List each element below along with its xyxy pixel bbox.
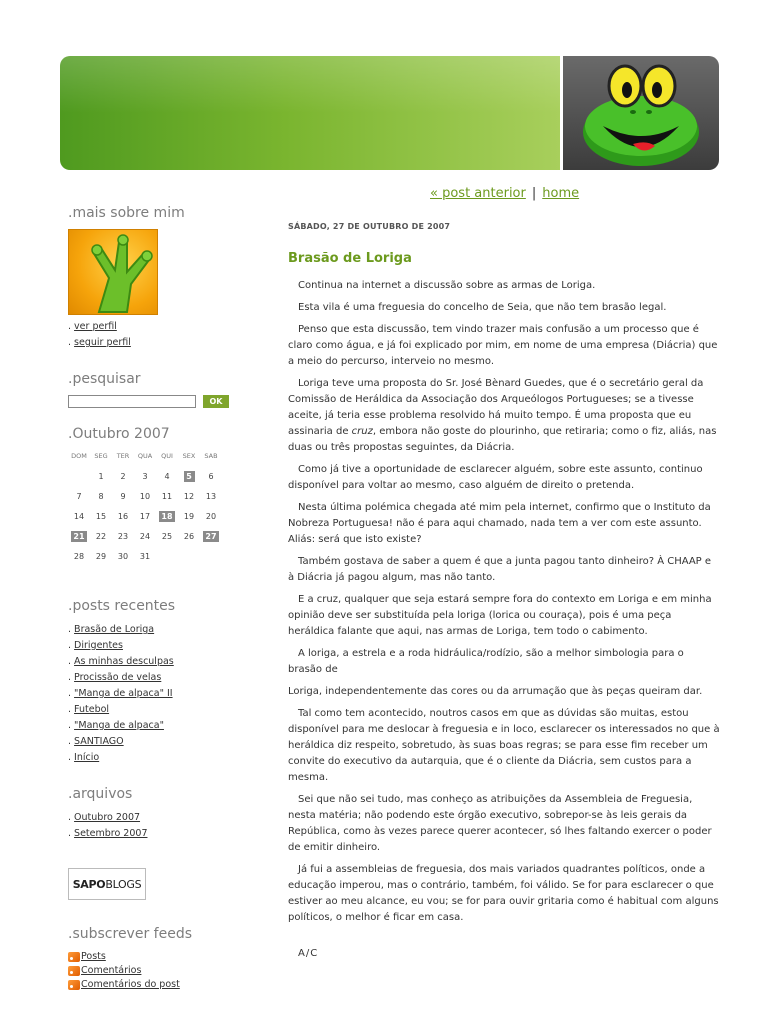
list-item: . seguir perfil [68, 337, 131, 348]
calendar-day [178, 526, 200, 546]
calendar-day [68, 466, 90, 486]
archive-link[interactable]: Outubro 2007 [74, 812, 141, 823]
feed-link[interactable]: Comentários do post [81, 979, 180, 990]
archives-list [68, 810, 258, 842]
calendar-day-number: 31 [139, 551, 151, 561]
search-section-title: .pesquisar [68, 371, 141, 387]
calendar-title: .Outubro 2007 [68, 426, 170, 442]
calendar-day-number: 6 [208, 471, 214, 481]
calendar-day [134, 486, 156, 506]
recent-post-link[interactable]: "Manga de alpaca" II [74, 688, 173, 699]
list-item: . Setembro 2007 [68, 828, 148, 839]
frog-hand-icon [69, 230, 158, 315]
calendar-day-header: DOM [71, 452, 87, 460]
feed-item [68, 950, 258, 964]
calendar-day-number: 29 [95, 551, 107, 561]
calendar-day-number: 24 [139, 531, 151, 541]
post-date: SÁBADO, 27 DE OUTUBRO DE 2007 [288, 222, 451, 231]
nav-separator: | [531, 186, 537, 201]
calendar-day [134, 506, 156, 526]
calendar-day [178, 506, 200, 526]
calendar-day-number: 19 [183, 511, 195, 521]
calendar-day [200, 466, 222, 486]
post-paragraph: Tal como tem acontecido, noutros casos em que as dúvidas são muitas, estou disponível para me deslocar à freguesia e in loco, esclarecer os interessados no que à heráldica diz respeito, sobretudo, às suas boas regras; se para esse fim receber um convite do executivo da autarquia, que é o cliente da Diácria, sem custos para a mesma. [288, 708, 720, 783]
calendar-day-header: QUA [137, 452, 153, 460]
header-banner [60, 56, 560, 170]
search-input[interactable] [68, 395, 196, 408]
calendar-day [200, 546, 222, 566]
calendar-day [90, 466, 112, 486]
list-item: . "Manga de alpaca" [68, 720, 164, 731]
post-signature: A/C [298, 948, 319, 959]
list-item: . Brasão de Loriga [68, 624, 155, 635]
sapo-badge-sapo: SAPO [72, 877, 106, 891]
recent-post-link[interactable]: Dirigentes [74, 640, 123, 651]
recent-post-link[interactable]: SANTIAGO [74, 736, 124, 747]
calendar-day-header: QUI [161, 452, 173, 460]
calendar-day-number: 2 [120, 471, 126, 481]
calendar-day [112, 486, 134, 506]
feed-link[interactable]: Posts [81, 951, 106, 962]
calendar-day [178, 486, 200, 506]
calendar-day-link[interactable]: 27 [205, 531, 217, 541]
post-paragraph: Continua na internet a discussão sobre as armas de Loriga. [298, 280, 596, 291]
calendar-day [156, 526, 178, 546]
calendar-week [68, 546, 222, 566]
list-item: . Dirigentes [68, 640, 123, 651]
calendar-day-link[interactable]: 21 [73, 531, 85, 541]
list-item: . Futebol [68, 704, 110, 715]
calendar-day-link[interactable]: 5 [184, 471, 195, 482]
calendar-day [68, 546, 90, 566]
calendar-day-number: 23 [117, 531, 129, 541]
calendar-day-number: 13 [205, 491, 217, 501]
calendar-day-number: 16 [117, 511, 129, 521]
calendar-day [156, 546, 178, 566]
calendar-day [112, 466, 134, 486]
calendar-day[interactable] [68, 526, 90, 546]
calendar-day-number: 4 [164, 471, 170, 481]
post-paragraph: Como já tive a oportunidade de esclarecer alguém, sobre este assunto, continuo disponível para voltar ao mesmo, caso alguém de direito o pretenda. [288, 464, 703, 491]
sidebar [68, 205, 258, 992]
rss-feed-icon[interactable] [68, 980, 80, 990]
profile-avatar[interactable] [68, 229, 158, 315]
calendar-day [134, 466, 156, 486]
calendar [68, 446, 222, 566]
post-content [288, 222, 720, 959]
search-button[interactable]: OK [203, 395, 229, 408]
recent-post-link[interactable]: Procissão de velas [74, 672, 162, 683]
post-paragraph: Penso que esta discussão, tem vindo trazer mais confusão a um processo que é claro como água, e já foi explicado por mim, em nome de uma empresa (Diácria) que a meio do percurso, interveio no mesmo. [288, 324, 718, 367]
recent-post-link[interactable]: "Manga de alpaca" [74, 720, 164, 731]
post-paragraph: Loriga, independentemente das cores ou da arrumação que às peças queiram dar. [288, 686, 703, 697]
calendar-week [68, 526, 222, 546]
list-item: . As minhas desculpas [68, 656, 174, 667]
calendar-day-number: 9 [120, 491, 126, 501]
calendar-day-number: 1 [98, 471, 104, 481]
post-paragraph [288, 376, 720, 456]
list-item: . Outubro 2007 [68, 812, 141, 823]
post-navigation [430, 186, 579, 201]
follow-profile-link[interactable]: seguir perfil [74, 337, 131, 348]
calendar-week [68, 466, 222, 486]
calendar-day-header: SEG [94, 452, 108, 460]
post-paragraph: Também gostava de saber a quem é que a junta pagou tanto dinheiro? À CHAAP e à Diácria já pagou algum, mas não tanto. [288, 556, 712, 583]
calendar-day [112, 506, 134, 526]
paragraph-text: , embora não goste do plourinho, que retiraria; como o fiz, aliás, nas duas ou três propostas seguintes, da Diácria. [288, 426, 717, 453]
sapo-blogs-badge[interactable] [68, 868, 146, 900]
recent-post-link[interactable]: As minhas desculpas [74, 656, 174, 667]
post-paragraph: Nesta última polémica chegada até mim pela internet, confirmo que o Instituto da Nobreza Portuguesa! não é para aqui chamado, nada tem a ver com este assunto. Aliás: será que isto existe? [288, 502, 711, 545]
calendar-day [112, 526, 134, 546]
calendar-day [68, 486, 90, 506]
calendar-day-number: 10 [139, 491, 151, 501]
calendar-day-header: TER [116, 452, 130, 460]
calendar-day [134, 546, 156, 566]
sapo-badge-blogs: BLOGS [105, 877, 142, 891]
calendar-day[interactable] [178, 466, 200, 486]
calendar-day-number: 22 [95, 531, 107, 541]
calendar-day-number: 17 [139, 511, 151, 521]
calendar-day-number: 20 [205, 511, 217, 521]
calendar-day [178, 546, 200, 566]
calendar-day [200, 506, 222, 526]
calendar-day-number: 30 [117, 551, 129, 561]
calendar-day-number: 8 [98, 491, 104, 501]
calendar-day [68, 506, 90, 526]
feeds-title: .subscrever feeds [68, 926, 192, 942]
recent-posts-list [68, 622, 258, 766]
post-body [288, 278, 720, 926]
calendar-day[interactable] [200, 526, 222, 546]
post-paragraph: Sei que não sei tudo, mas conheço as atribuições da Assembleia de Freguesia, nesta matéria; não podendo este órgão executivo, sobrepor-se às leis gerais da República, como às vezes parece querer acontecer, só lhes faltando exercer o poder de emitir dinheiro. [288, 794, 712, 853]
calendar-day-number: 14 [73, 511, 85, 521]
archives-title: .arquivos [68, 786, 133, 802]
recent-post-link[interactable]: Futebol [74, 704, 110, 715]
feed-item [68, 964, 258, 978]
post-paragraph: E a cruz, qualquer que seja estará sempre fora do contexto em Loriga e em minha opinião deve ser substituída pela loriga (lorica ou couraça), pois é uma peça heráldica falante que aqui, nas armas de Loriga, tem todo o cabimento. [288, 594, 712, 637]
calendar-day-header: SAB [204, 452, 218, 460]
calendar-day-number: 15 [95, 511, 107, 521]
feed-item [68, 978, 258, 992]
recent-posts-title: .posts recentes [68, 598, 176, 614]
emphasis-text: cruz [351, 426, 373, 437]
list-item: . ver perfil [68, 321, 117, 332]
previous-post-link[interactable]: « post anterior [430, 186, 526, 201]
calendar-day [156, 486, 178, 506]
list-item: . "Manga de alpaca" II [68, 688, 173, 699]
feeds-list [68, 950, 258, 992]
feed-link[interactable]: Comentários [81, 965, 142, 976]
post-paragraph: Esta vila é uma freguesia do concelho de Seia, que não tem brasão legal. [298, 302, 667, 313]
calendar-day-number: 28 [73, 551, 85, 561]
calendar-day [90, 526, 112, 546]
recent-post-link[interactable]: Brasão de Loriga [74, 624, 155, 635]
frog-face-icon [563, 56, 719, 170]
calendar-day-number: 11 [161, 491, 173, 501]
calendar-day [112, 546, 134, 566]
calendar-week [68, 506, 222, 526]
calendar-day-number: 3 [142, 471, 148, 481]
calendar-week [68, 486, 222, 506]
rss-feed-icon[interactable] [68, 966, 80, 976]
calendar-day-number: 12 [183, 491, 195, 501]
calendar-day [90, 546, 112, 566]
list-item: . SANTIAGO [68, 736, 124, 747]
calendar-day-header: SEX [182, 452, 196, 460]
home-link[interactable]: home [542, 186, 580, 201]
calendar-day [90, 506, 112, 526]
view-profile-link[interactable]: ver perfil [74, 321, 117, 332]
calendar-day [134, 526, 156, 546]
post-title[interactable]: Brasão de Loriga [288, 251, 412, 266]
calendar-day-link[interactable]: 18 [161, 511, 173, 521]
calendar-day[interactable] [156, 506, 178, 526]
search-form [68, 395, 258, 408]
calendar-day-number: 25 [161, 531, 173, 541]
profile-links [68, 319, 258, 351]
archive-link[interactable]: Setembro 2007 [74, 828, 148, 839]
calendar-day [156, 466, 178, 486]
calendar-day-number: 7 [76, 491, 82, 501]
list-item: . Início [68, 752, 100, 763]
calendar-day [90, 486, 112, 506]
profile-section-title: .mais sobre mim [68, 205, 185, 221]
recent-post-link[interactable]: Início [74, 752, 100, 763]
calendar-day-number: 26 [183, 531, 195, 541]
paragraph-text: Loriga teve uma proposta do Sr. José Bènard Guedes, que é o secretário geral da Comissão de Heráldica da Associação dos Arqueólogos Portugueses; se a tivesse aceite, já teria esse problema resolvido há muito tempo. É uma proposta que eu assinaria de [288, 378, 704, 437]
list-item: . Procissão de velas [68, 672, 162, 683]
rss-feed-icon[interactable] [68, 952, 80, 962]
post-paragraph: A loriga, a estrela e a roda hidráulica/rodízio, são a melhor simbologia para o brasão de [288, 648, 684, 675]
post-paragraph: Já fui a assembleias de freguesia, dos mais variados quadrantes políticos, onde a educação imperou, mas o contrário, também, foi válido. Se for para esclarecer o que estiver ao meu alcance, eu vou; se for para ouvir gritaria como é habitual com alguns políticos, o melhor é ficar em casa. [288, 864, 719, 923]
calendar-day [200, 486, 222, 506]
